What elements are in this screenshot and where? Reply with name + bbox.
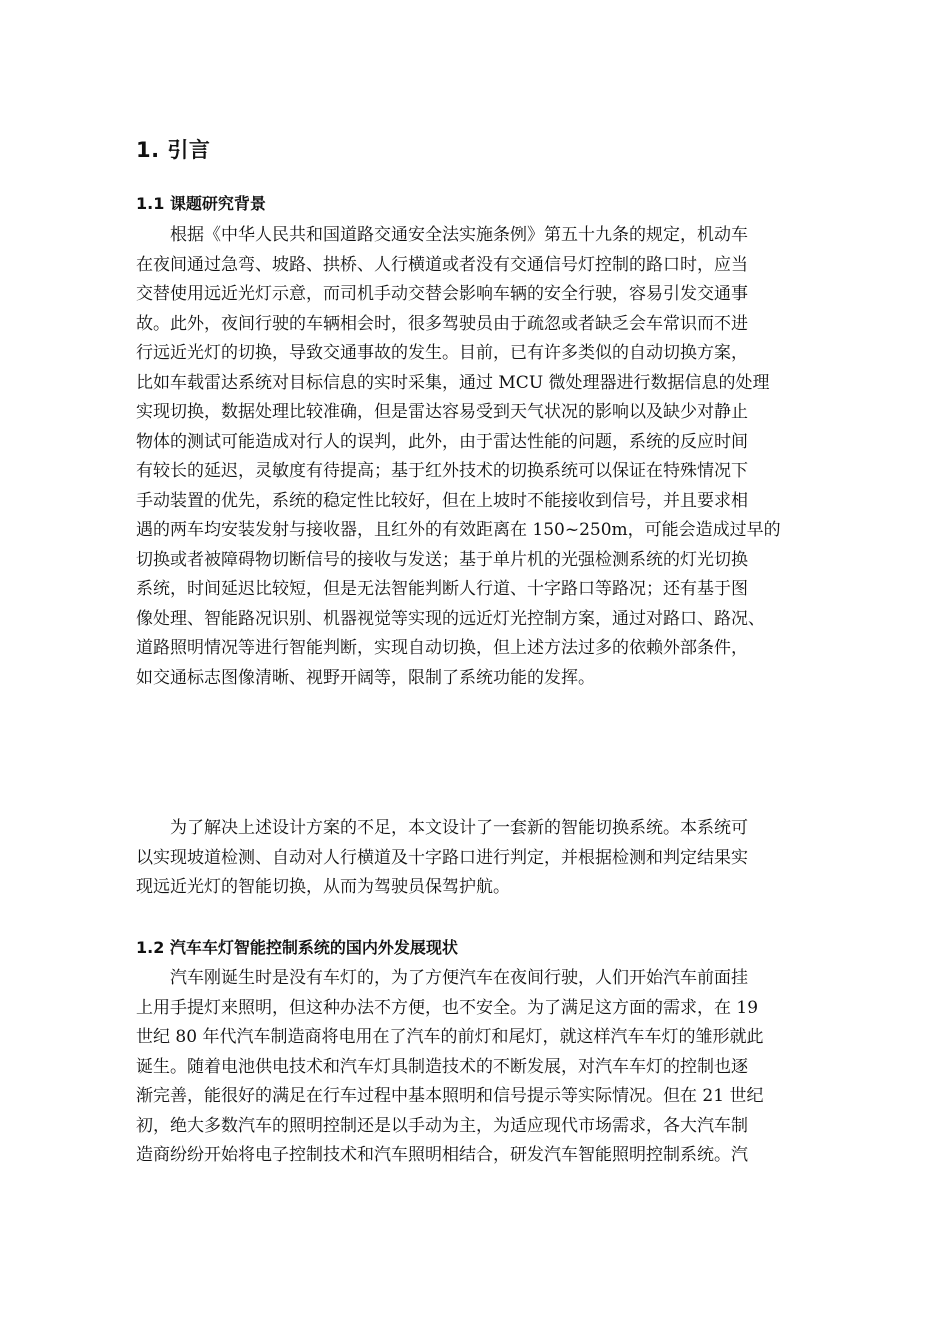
paragraph-development	[136, 964, 836, 1171]
paragraph-background	[136, 221, 836, 693]
text-line: 实现切换，数据处理比较准确，但是雷达容易受到天气状况的影响以及缺少对静止	[136, 402, 748, 422]
text-line: 根据《中华人民共和国道路交通安全法实施条例》第五十九条的规定，机动车	[136, 225, 748, 245]
text-line: 有较长的延迟，灵敏度有待提高；基于红外技术的切换系统可以保证在特殊情况下	[136, 461, 748, 481]
text-line: 行远近光灯的切换，导致交通事故的发生。目前，已有许多类似的自动切换方案，	[136, 343, 748, 363]
text-line: 现远近光灯的智能切换，从而为驾驶员保驾护航。	[136, 877, 510, 897]
text-line: 道路照明情况等进行智能判断，实现自动切换，但上述方法过多的依赖外部条件，	[136, 638, 748, 658]
text-line: 上用手提灯来照明，但这种办法不方便，也不安全。为了满足这方面的需求，在 19	[136, 997, 759, 1018]
text-line: 渐完善，能很好的满足在行车过程中基本照明和信号提示等实际情况。但在 21 世纪	[136, 1086, 764, 1106]
text-line: 系统，时间延迟比较短，但是无法智能判断人行道、十字路口等路况；还有基于图	[136, 579, 748, 599]
text-line: 汽车刚诞生时是没有车灯的，为了方便汽车在夜间行驶，人们开始汽车前面挂	[136, 968, 748, 988]
text-line: 遇的两车均安装发射与接收器，且红外的有效距离在 150~250m，可能会造成过早的	[136, 520, 781, 540]
text-line: 在夜间通过急弯、坡路、拱桥、人行横道或者没有交通信号灯控制的路口时，应当	[136, 254, 748, 275]
section-heading-1-2: 1.2 汽车车灯智能控制系统的国内外发展现状	[136, 938, 458, 957]
text-line: 诞生。随着电池供电技术和汽车灯具制造技术的不断发展，对汽车车灯的控制也逐	[136, 1056, 748, 1077]
text-line: 故。此外，夜间行驶的车辆相会时，很多驾驶员由于疏忽或者缺乏会车常识而不进	[136, 313, 748, 334]
text-line: 像处理、智能路况识别、机器视觉等实现的远近灯光控制方案，通过对路口、路况、	[136, 608, 765, 629]
text-line: 交替使用远近光灯示意，而司机手动交替会影响车辆的安全行驶，容易引发交通事	[136, 284, 748, 304]
text-line: 以实现坡道检测、自动对人行横道及十字路口进行判定，并根据检测和判定结果实	[136, 847, 748, 868]
text-line: 比如车载雷达系统对目标信息的实时采集，通过 MCU 微处理器进行数据信息的处理	[136, 372, 770, 393]
text-line: 手动装置的优先，系统的稳定性比较好，但在上坡时不能接收到信号，并且要求相	[136, 490, 748, 511]
chapter-title: 1. 引言	[136, 138, 211, 162]
text-line: 初，绝大多数汽车的照明控制还是以手动为主，为适应现代市场需求，各大汽车制	[136, 1115, 748, 1136]
text-line: 如交通标志图像清晰、视野开阔等，限制了系统功能的发挥。	[136, 667, 595, 688]
text-line: 为了解决上述设计方案的不足，本文设计了一套新的智能切换系统。本系统可	[136, 818, 748, 838]
text-line: 切换或者被障碍物切断信号的接收与发送；基于单片机的光强检测系统的灯光切换	[136, 549, 748, 570]
text-line: 物体的测试可能造成对行人的误判，此外，由于雷达性能的问题，系统的反应时间	[136, 431, 748, 452]
text-line: 世纪 80 年代汽车制造商将电用在了汽车的前灯和尾灯，就这样汽车车灯的雏形就此	[136, 1027, 764, 1047]
section-heading-1-1: 1.1 课题研究背景	[136, 194, 266, 213]
paragraph-proposal	[136, 814, 836, 903]
text-line: 造商纷纷开始将电子控制技术和汽车照明相结合，研发汽车智能照明控制系统。汽	[136, 1145, 748, 1165]
